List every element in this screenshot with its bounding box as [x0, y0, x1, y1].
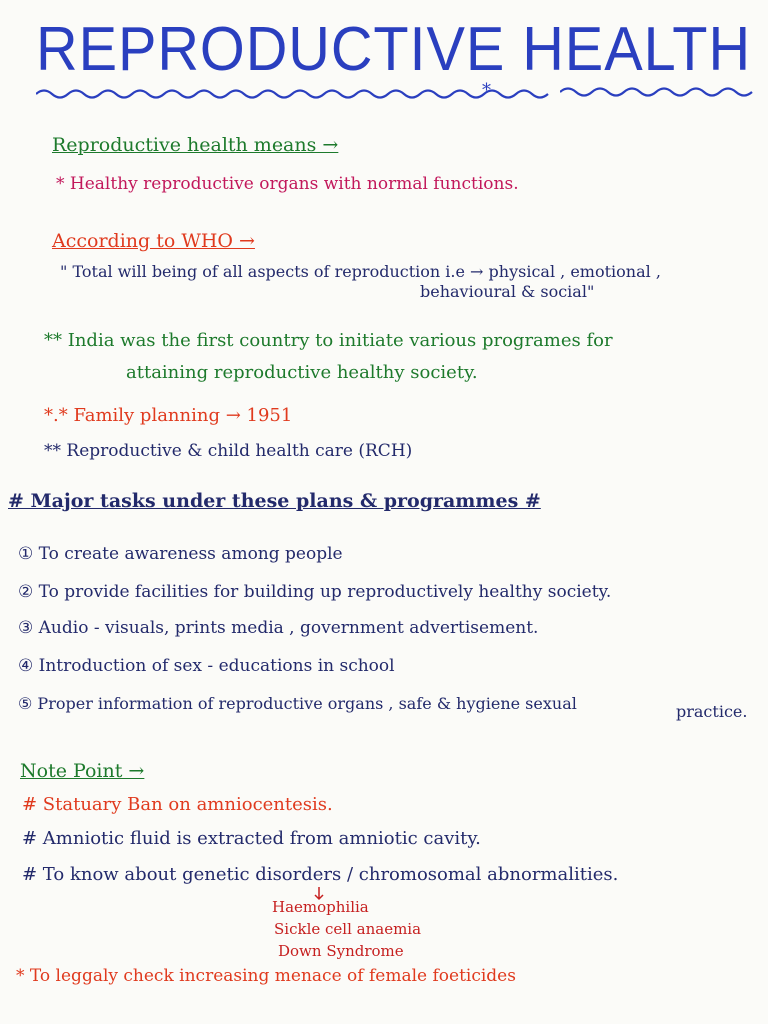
- note-item-2: # Amniotic fluid is extracted from amniotic cavity.: [22, 828, 481, 849]
- title-underline-squiggle: [36, 86, 556, 102]
- note-final: * To leggaly check increasing menace of female foeticides: [16, 966, 516, 986]
- task-item-3: ③ Audio - visuals, prints media , government advertisement.: [18, 618, 539, 638]
- meaning-point: * Healthy reproductive organs with normal functions.: [56, 174, 519, 194]
- note-item-1: # Statuary Ban on amniocentesis.: [22, 794, 333, 815]
- section-heading-who: According to WHO →: [52, 230, 255, 252]
- family-planning: *.* Family planning → 1951: [44, 405, 293, 426]
- task-item-4: ④ Introduction of sex - educations in school: [18, 656, 395, 676]
- task-item-2: ② To provide facilities for building up reproductively healthy society.: [18, 582, 612, 602]
- task-item-5: ⑤ Proper information of reproductive organs , safe & hygiene sexual: [18, 694, 577, 713]
- who-definition-line2: behavioural & social": [420, 282, 595, 301]
- svg-text:*: *: [482, 80, 491, 100]
- note-heading: Note Point →: [20, 760, 145, 782]
- task-item-5-continued: practice.: [676, 702, 748, 721]
- asterisk-mark-icon: [480, 80, 500, 100]
- india-line1: ** India was the first country to initiate various programes for: [44, 330, 613, 351]
- task-item-1: ① To create awareness among people: [18, 544, 343, 564]
- tasks-heading: # Major tasks under these plans & programmes #: [8, 490, 541, 512]
- section-heading-meaning: Reproductive health means →: [52, 134, 339, 156]
- disorder-item-1: Haemophilia: [272, 898, 369, 916]
- india-line2: attaining reproductive healthy society.: [126, 362, 478, 383]
- page-title: REPRODUCTIVE HEALTH: [36, 15, 752, 84]
- note-item-3: # To know about genetic disorders / chromosomal abnormalities.: [22, 864, 619, 885]
- disorder-item-3: Down Syndrome: [278, 942, 404, 960]
- who-definition-line1: " Total will being of all aspects of reproduction i.e → physical , emotional ,: [60, 262, 661, 281]
- rch-line: ** Reproductive & child health care (RCH): [44, 441, 413, 461]
- disorder-item-2: Sickle cell anaemia: [274, 920, 422, 938]
- title-underline-squiggle-right: [560, 84, 760, 100]
